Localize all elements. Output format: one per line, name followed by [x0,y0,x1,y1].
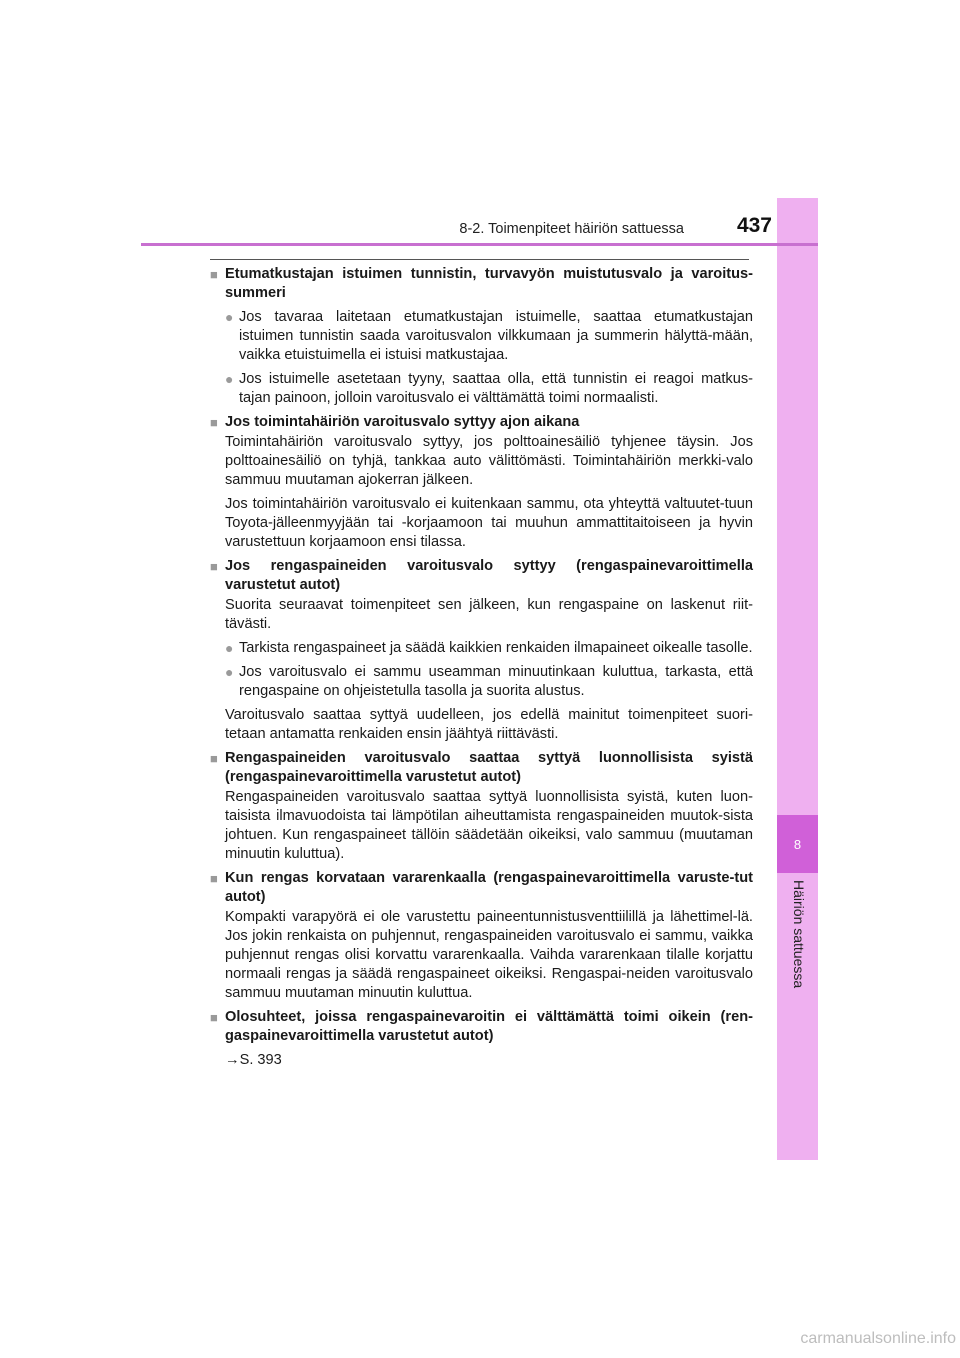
watermark: carmanualsonline.info [800,1330,956,1347]
header-divider [141,243,818,246]
bullet-item [225,308,753,365]
paragraph: Kompakti varapyörä ei ole varustettu paineentunnistusventtiilillä ja lähettimel-lä. Jos jokin renkaista on puhjennut, rengaspaineiden varoitusvalo ei sammu, vaikka puhjennut rengas olisi korvattu vararenkaalla. Vaihda vararenkaan tilalle korjattu normaali rengas ja säädä rengaspaineet oikeiksi. Rengaspai-neiden varoitusvalo sammuu muutaman minuutin kuluttua. [225,909,753,1001]
section-heading [210,749,753,787]
chapter-title: Häiriön sattuessa [791,880,807,989]
bullet-item [225,639,753,658]
bullet-dot-icon: ● [225,309,234,325]
section-heading [210,557,753,595]
bullet-dot-icon: ● [225,640,234,656]
square-marker-icon: ■ [210,415,218,430]
heading-text: Olosuhteet, joissa rengaspainevaroitin ei välttämättä toimi oikein (ren-gaspainevaroittimella varustetut autot) [225,1009,753,1044]
page-content [210,265,753,1070]
paragraph: Jos toimintahäiriön varoitusvalo ei kuitenkaan sammu, ota yhteyttä valtuutet-tuun Toyota-jälleenmyyjään tai -korjaamoon tai muuhun ammattitaitoiseen ja hyvin varustettuun korjaamoon ensi tilassa. [225,496,753,550]
paragraph: Rengaspaineiden varoitusvalo saattaa syttyä luonnollisista syistä, kuten luon-taisista ilmavuodoista tai lämpötilan aiheuttamista rengaspaineiden muutok-sista johtuen. Kun rengaspaineet tällöin säädetään oikeiksi, valo sammuu (muutaman minuutin kuluttua). [225,789,753,862]
chapter-sidebar [777,198,818,1160]
square-marker-icon: ■ [210,559,218,574]
heading-text: Etumatkustajan istuimen tunnistin, turvavyön muistutusvalo ja varoitus-summeri [225,266,753,301]
page-number: 437 [736,214,772,237]
bullet-text: Jos varoitusvalo ei sammu useamman minuutinkaan kuluttua, tarkasta, että rengaspaine on ohjeistetulla tasolla ja suorita alustus. [239,664,753,699]
bullet-text: Tarkista rengaspaineet ja säädä kaikkien renkaiden ilmapaineet oikealle tasolle. [239,640,753,656]
heading-text: Rengaspaineiden varoitusvalo saattaa syttyä luonnollisista syistä (rengaspainevaroittimella varustetut autot) [225,750,753,785]
bullet-item [225,663,753,701]
paragraph: Suorita seuraavat toimenpiteet sen jälkeen, kun rengaspaine on laskenut riit-tävästi. [225,597,753,632]
heading-text: Kun rengas korvataan vararenkaalla (rengaspainevaroittimella varuste-tut autot) [225,870,753,905]
section-heading [210,265,753,303]
bullet-dot-icon: ● [225,664,234,680]
square-marker-icon: ■ [210,267,218,282]
section-title: 8-2. Toimenpiteet häiriön sattuessa [459,221,684,237]
square-marker-icon: ■ [210,871,218,886]
section-heading [210,1008,753,1046]
bullet-item [225,370,753,408]
paragraph: Varoitusvalo saattaa syttyä uudelleen, jos edellä mainitut toimenpiteet suori-tetaan antamatta renkaiden ensin jäähtyä riittävästi. [225,707,753,742]
paragraph: Toimintahäiriön varoitusvalo syttyy, jos polttoainesäiliö tyhjenee täysin. Jos polttoainesäiliö on tyhjä, tankkaa auto välittömästi. Toimintahäiriön merkki-valo sammuu muutaman ajokerran jälkeen. [225,434,753,488]
bullet-text: Jos istuimelle asetetaan tyyny, saattaa olla, että tunnistin ei reagoi matkus-tajan painoon, jolloin varoitusvalo ei välttämättä toimi normaalisti. [239,371,753,406]
heading-text: Jos rengaspaineiden varoitusvalo syttyy (rengaspainevaroittimella varustetut autot) [225,558,753,593]
content-divider [210,259,749,260]
section-heading [210,413,753,432]
section-heading [210,869,753,907]
heading-text: Jos toimintahäiriön varoitusvalo syttyy ajon aikana [225,414,580,430]
square-marker-icon: ■ [210,751,218,766]
bullet-dot-icon: ● [225,371,234,387]
bullet-text: Jos tavaraa laitetaan etumatkustajan istuimelle, saattaa etumatkustajan istuimen tunnistin saada varoitusvalon vilkkumaan ja summerin hälyttä-mään, vaikka etuistuimella ei istuisi matkustajaa. [239,309,753,363]
page-reference-link[interactable]: →S. 393 [225,1052,282,1068]
chapter-number-tab[interactable]: 8 [777,815,818,873]
square-marker-icon: ■ [210,1010,218,1025]
